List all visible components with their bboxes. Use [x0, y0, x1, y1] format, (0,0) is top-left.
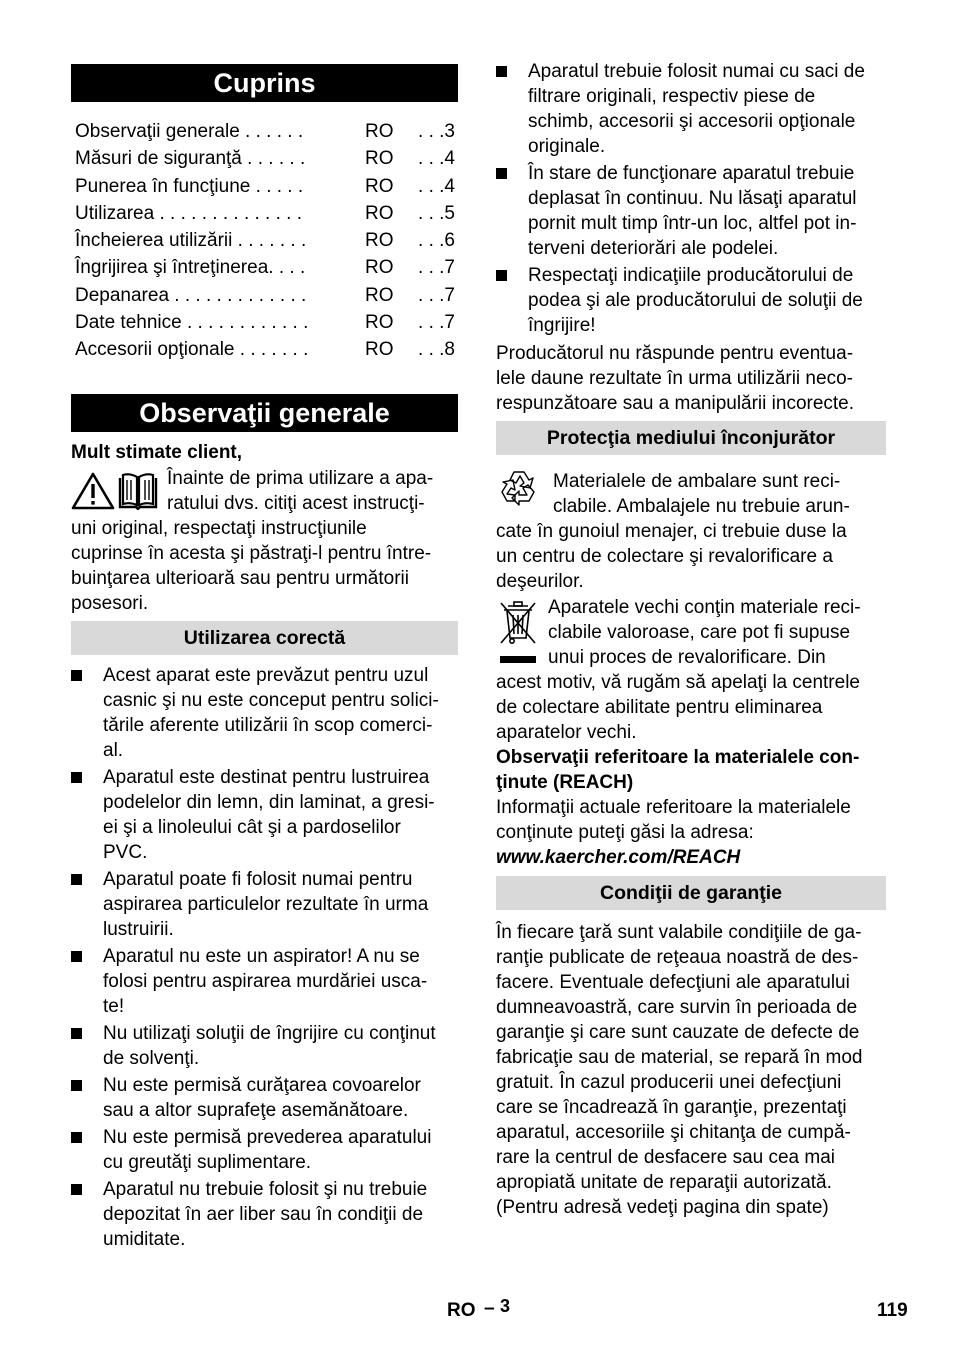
toc-entry-title: Măsuri de siguranţă: [75, 148, 242, 169]
intro-line: ratului dvs. citiţi acest instrucţi-: [167, 493, 425, 514]
warranty-line: În fiecare ţară sunt valabile condiţiile de ga-: [496, 922, 862, 943]
bullet-square-icon: [496, 270, 507, 281]
warranty-line: fabricaţie sau de material, se repară în mod: [496, 1047, 863, 1068]
bullet-text-line: Aparatul este destinat pentru lustruirea: [103, 767, 430, 788]
toc-entry-lang: RO: [365, 230, 394, 251]
bullet-text-line: te!: [103, 996, 125, 1017]
warranty-heading: Condiţii de garanţie: [496, 876, 886, 910]
toc-entry-title: Punerea în funcţiune: [75, 176, 251, 197]
bullet-square-icon: [496, 66, 507, 77]
packaging-line: clabile. Ambalajele nu trebuie arun-: [553, 496, 850, 517]
footer-dash: –: [484, 1298, 495, 1319]
toc-entry-page: . . .7: [418, 312, 455, 333]
bullet-text-line: Aparatul poate fi folosit numai pentru: [103, 869, 413, 890]
warning-triangle-icon: [71, 472, 115, 510]
toc-leader: . . . . . . . . . . . . .: [169, 285, 307, 306]
toc-entry-title: Utilizarea: [75, 203, 155, 224]
greeting: Mult stimate client,: [71, 442, 243, 463]
manual-book-icon: [117, 472, 159, 510]
packaging-line: un centru de colectare şi revalorificare a: [496, 546, 833, 567]
toc-entry-page: . . .4: [418, 176, 455, 197]
bullet-text-line: aspirarea particulelor rezultate în urma: [103, 894, 429, 915]
toc-entry[interactable]: [75, 201, 455, 227]
bullet-text-line: Aparatul nu trebuie folosit şi nu trebuie: [103, 1179, 428, 1200]
bullet-text-line: În stare de funcţionare aparatul trebuie: [528, 163, 855, 184]
toc-entry-lang: RO: [365, 339, 394, 360]
toc-entry-lang: RO: [365, 285, 394, 306]
warranty-line: facere. Eventuale defecţiuni ale aparatului: [496, 972, 850, 993]
bullet-text-line: Aparatul nu este un aspirator! A nu se: [103, 946, 420, 967]
recycling-icon: [498, 468, 540, 508]
toc-entry[interactable]: [75, 146, 455, 172]
bullet-square-icon: [71, 951, 82, 962]
bullet-square-icon: [71, 772, 82, 783]
general-heading: Observaţii generale: [71, 394, 458, 432]
intro-line: buinţarea ulterioară sau pentru următorii: [71, 568, 409, 589]
toc-entry[interactable]: [75, 337, 455, 363]
warranty-line: (Pentru adresă vedeţi pagina din spate): [496, 1197, 829, 1218]
warranty-line: rare la centrul de desfacere sau cea mai: [496, 1147, 836, 1168]
toc-entry-lang: RO: [365, 203, 394, 224]
packaging-line: Materialele de ambalare sunt reci-: [553, 471, 841, 492]
toc-entry-title: Date tehnice: [75, 312, 182, 333]
reach-heading-line: Observaţii referitoare la materialele con-: [496, 747, 860, 768]
toc-entry-lang: RO: [365, 121, 394, 142]
bullet-text-line: Acest aparat este prevăzut pentru uzul: [103, 665, 429, 686]
toc-entry-title: Accesorii opţionale: [75, 339, 235, 360]
toc-entry-lang: RO: [365, 176, 394, 197]
bullet-text-line: depozitat în aer liber sau în condiţii de: [103, 1204, 424, 1225]
warranty-line: gratuit. În cazul producerii unei defecţiuni: [496, 1072, 842, 1093]
intro-line: uni original, respectaţi instrucţiunile: [71, 518, 367, 539]
toc-entry[interactable]: [75, 174, 455, 200]
toc-entry[interactable]: [75, 310, 455, 336]
bullet-text-line: deplasat în continuu. Nu lăsaţi aparatul: [528, 188, 857, 209]
intro-line: posesori.: [71, 593, 149, 614]
old-devices-line: de colectare abilitate pentru eliminarea: [496, 697, 823, 718]
old-devices-line: acest motiv, vă rugăm să apelaţi la centrele: [496, 672, 860, 693]
toc-leader: . . . . . . .: [234, 339, 309, 360]
reach-link[interactable]: www.kaercher.com/REACH: [496, 847, 741, 868]
liability-line: respunzătoare sau a manipulării incorecte.: [496, 393, 855, 414]
old-devices-line: Aparatele vechi conţin materiale reci-: [548, 597, 861, 618]
bullet-text-line: sau a altor suprafeţe asemănătoare.: [103, 1100, 409, 1121]
warranty-line: apropiată unitate de reparaţii autorizată.: [496, 1172, 832, 1193]
footer-section-page: 3: [500, 1296, 511, 1316]
toc-entry-title: Observaţii generale: [75, 121, 240, 142]
toc-leader: . . . .: [268, 257, 306, 278]
bullet-square-icon: [71, 1132, 82, 1143]
bullet-text-line: ei şi a linoleului cât şi a pardoselilor: [103, 817, 401, 838]
environment-heading: Protecţia mediului înconjurător: [496, 421, 886, 455]
bullet-text-line: schimb, accesorii şi accesorii opţionale: [528, 111, 856, 132]
packaging-line: deşeurilor.: [496, 571, 584, 592]
bullet-text-line: Nu este permisă prevederea aparatului: [103, 1127, 432, 1148]
footer-lang: RO: [447, 1300, 476, 1321]
bullet-text-line: al.: [103, 740, 124, 761]
bullet-text-line: PVC.: [103, 842, 148, 863]
reach-line: Informaţii actuale referitoare la materialele: [496, 797, 851, 818]
bullet-text-line: îngrijire!: [528, 315, 596, 336]
toc-entry-page: . . .8: [418, 339, 455, 360]
liability-line: lele daune rezultate în urma utilizării neco-: [496, 368, 853, 389]
bullet-text-line: Nu este permisă curăţarea covoarelor: [103, 1075, 421, 1096]
toc-leader: . . . . . . . . . . . . . .: [154, 203, 303, 224]
toc-leader: . . . . . . .: [232, 230, 307, 251]
toc-entry-lang: RO: [365, 257, 394, 278]
bullet-square-icon: [71, 670, 82, 681]
correct-use-heading: Utilizarea corectă: [71, 621, 458, 655]
toc-entry-page: . . .7: [418, 257, 455, 278]
packaging-line: cate în gunoiul menajer, ci trebuie duse la: [496, 521, 847, 542]
toc-entry-page: . . .7: [418, 285, 455, 306]
warranty-line: ranţie publicate de reţeaua noastră de des-: [496, 947, 859, 968]
bullet-text-line: Nu utilizaţi soluţii de îngrijire cu conţinut: [103, 1023, 436, 1044]
bullet-text-line: podea şi ale producătorului de soluţii de: [528, 290, 863, 311]
bullet-text-line: pornit mult timp într-un loc, altfel pot in-: [528, 213, 857, 234]
warranty-line: care se încadrează în garanţie, prezentaţi: [496, 1097, 847, 1118]
page-number: 119: [877, 1300, 908, 1321]
bullet-text-line: umiditate.: [103, 1229, 186, 1250]
old-devices-line: aparatelor vechi.: [496, 722, 637, 743]
bullet-text-line: terveni deteriorări ale podelei.: [528, 238, 779, 259]
toc-entry-page: . . .6: [418, 230, 455, 251]
bullet-text-line: filtrare originali, respectiv piese de: [528, 86, 816, 107]
toc-leader: . . . . .: [250, 176, 304, 197]
toc-entry[interactable]: [75, 119, 455, 145]
toc-entry[interactable]: [75, 283, 455, 309]
toc-entry-page: . . .3: [418, 121, 455, 142]
bullet-square-icon: [71, 1184, 82, 1195]
bullet-square-icon: [71, 1028, 82, 1039]
crossed-bin-icon: [498, 600, 538, 666]
toc-entry-page: . . .4: [418, 148, 455, 169]
toc-entry-title: Îngrijirea şi întreţinerea: [75, 257, 269, 278]
bullet-square-icon: [71, 874, 82, 885]
toc-entry-lang: RO: [365, 312, 394, 333]
bullet-square-icon: [71, 1080, 82, 1091]
bullet-square-icon: [496, 168, 507, 179]
intro-line: cuprinse în acesta şi păstraţi-l pentru între-: [71, 543, 432, 564]
intro-line: Înainte de prima utilizare a apa-: [167, 468, 434, 489]
old-devices-line: clabile valoroase, care pot fi supuse: [548, 622, 851, 643]
toc-entry-lang: RO: [365, 148, 394, 169]
warranty-line: aparatul, accesoriile şi chitanţa de cumpă-: [496, 1122, 851, 1143]
bullet-text-line: originale.: [528, 136, 606, 157]
toc-entry-title: Depanarea: [75, 285, 170, 306]
warranty-line: dumneavoastră, care survin în perioada de: [496, 997, 858, 1018]
reach-heading-line: ţinute (REACH): [496, 772, 634, 793]
toc-entry-title: Încheierea utilizării: [75, 230, 233, 251]
reach-line: conţinute puteţi găsi la adresa:: [496, 822, 754, 843]
toc-leader: . . . . . .: [241, 148, 306, 169]
toc-leader: . . . . . .: [239, 121, 304, 142]
toc-entry-page: . . .5: [418, 203, 455, 224]
bullet-text-line: tările aferente utilizării în scop comerci-: [103, 715, 433, 736]
bullet-text-line: lustruirii.: [103, 919, 174, 940]
warranty-line: garanţie şi care sunt cauzate de defecte de: [496, 1022, 860, 1043]
bullet-text-line: folosi pentru aspirarea murdăriei usca-: [103, 971, 428, 992]
liability-line: Producătorul nu răspunde pentru eventua-: [496, 343, 854, 364]
bullet-text-line: podelelor din lemn, din laminat, a gresi-: [103, 792, 435, 813]
toc-heading: Cuprins: [71, 64, 458, 102]
bullet-text-line: de solvenţi.: [103, 1048, 200, 1069]
bullet-text-line: casnic şi nu este conceput pentru solici-: [103, 690, 439, 711]
bullet-text-line: cu greutăţi suplimentare.: [103, 1152, 312, 1173]
bullet-text-line: Aparatul trebuie folosit numai cu saci de: [528, 61, 865, 82]
old-devices-line: unui proces de revalorificare. Din: [548, 647, 826, 668]
bullet-text-line: Respectaţi indicaţiile producătorului de: [528, 265, 854, 286]
toc-entry[interactable]: [75, 228, 455, 254]
toc-leader: . . . . . . . . . . . .: [181, 312, 309, 333]
toc-entry[interactable]: [75, 255, 455, 281]
